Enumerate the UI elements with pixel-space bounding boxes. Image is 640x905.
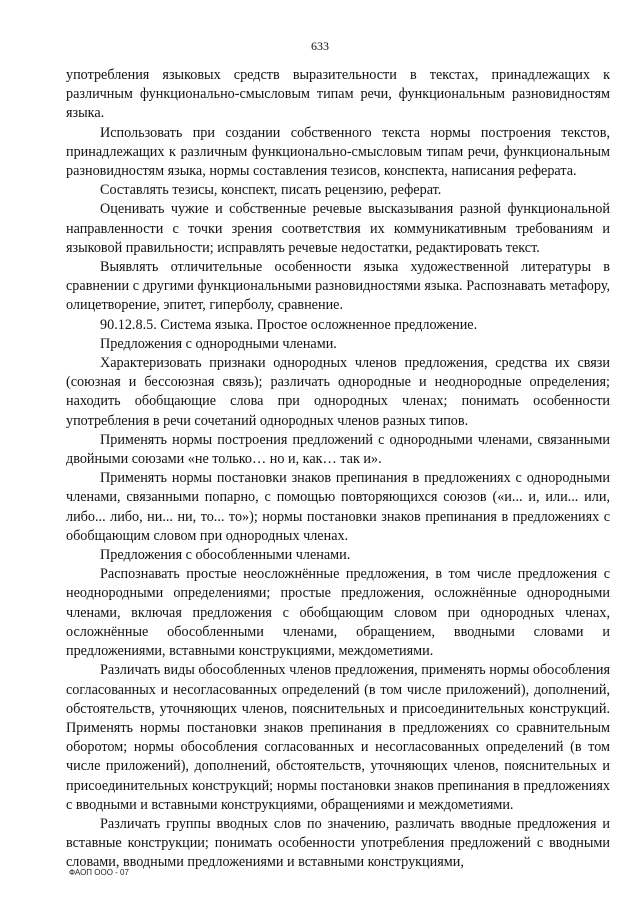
- paragraph-2: Использовать при создании собственного текста нормы построения текстов, принадлежащих к различным функционально-смысловым типам речи, функциональным разновидностям языка, нормы составления тезисов, конспекта, написания реферата.: [66, 124, 610, 180]
- paragraph-3: Составлять тезисы, конспект, писать рецензию, реферат.: [100, 182, 442, 199]
- section-heading: 90.12.8.5. Система языка. Простое осложненное предложение.: [100, 316, 478, 333]
- paragraph-12: Распознавать простые неосложнённые предложения, в том числе предложения с неоднородными определениями; простые предложения, осложнённые однородными членами, включая предложения с обобщающим словом при однородных членах, осложнённые обособленными членами, обращением, вводными словами и предложениями, вставными конструкциями, междометиями.: [66, 566, 610, 660]
- paragraph-10: Применять нормы постановки знаков препинания в предложениях с однородными членами, связанными попарно, с помощью повторяющихся союзов («и... и, или... или, либо... либо, ни... ни, то... то»); нормы постановки знаков препинания в предложениях с обобщающим словом при однородных членах.: [66, 470, 610, 544]
- paragraph-4: Оценивать чужие и собственные речевые высказывания разной функциональной направленности с точки зрения соответствия их коммуникативным требованиям и языковой правильности; исправлять речевые недостатки, редактировать текст.: [66, 201, 610, 256]
- document-body: [66, 66, 610, 873]
- footer-label: ФАОП ООО - 07: [69, 868, 129, 877]
- paragraph-13: Различать виды обособленных членов предложения, применять нормы обособления согласованных и несогласованных определений (в том числе приложений), дополнений, обстоятельств, уточняющих членов, пояснительных и присоединительных конструкций. Применять нормы постановки знаков препинания в предложениях со сравнительным оборотом; нормы обособления согласованных и несогласованных определений (в том числе приложений), дополнений, обстоятельств, уточняющих членов, пояснительных и присоединительных конструкций; нормы постановки знаков препинания в предложениях с вводными и вставными конструкциями, обращениями и междометиями.: [66, 662, 610, 813]
- paragraph-1: употребления языковых средств выразительности в текстах, принадлежащих к различным функционально-смысловым типам речи, функциональным разновидностям языка.: [66, 67, 610, 122]
- paragraph-5: Выявлять отличительные особенности языка художественной литературы в сравнении с другими функциональными разновидностями языка. Распознавать метафору, олицетворение, эпитет, гиперболу, сравнение.: [66, 259, 610, 314]
- subheading-isolated: Предложения с обособленными членами.: [100, 547, 351, 564]
- paragraph-8: Характеризовать признаки однородных членов предложения, средства их связи (союзная и бессоюзная связь); различать однородные и неоднородные определения; находить обобщающие слова при однородных членах; понимать особенности употребления в речи сочетаний однородных членов разных типов.: [66, 355, 610, 429]
- page-number: 633: [311, 39, 329, 53]
- paragraph-9: Применять нормы построения предложений с однородными членами, связанными двойными союзами «не только… но и, как… так и».: [66, 431, 610, 468]
- subheading-homogeneous: Предложения с однородными членами.: [100, 335, 337, 352]
- paragraph-14: Различать группы вводных слов по значению, различать вводные предложения и вставные конструкции; понимать особенности употребления предложений с вводными словами, вводными предложениями и вставными конструкциями,: [66, 815, 610, 871]
